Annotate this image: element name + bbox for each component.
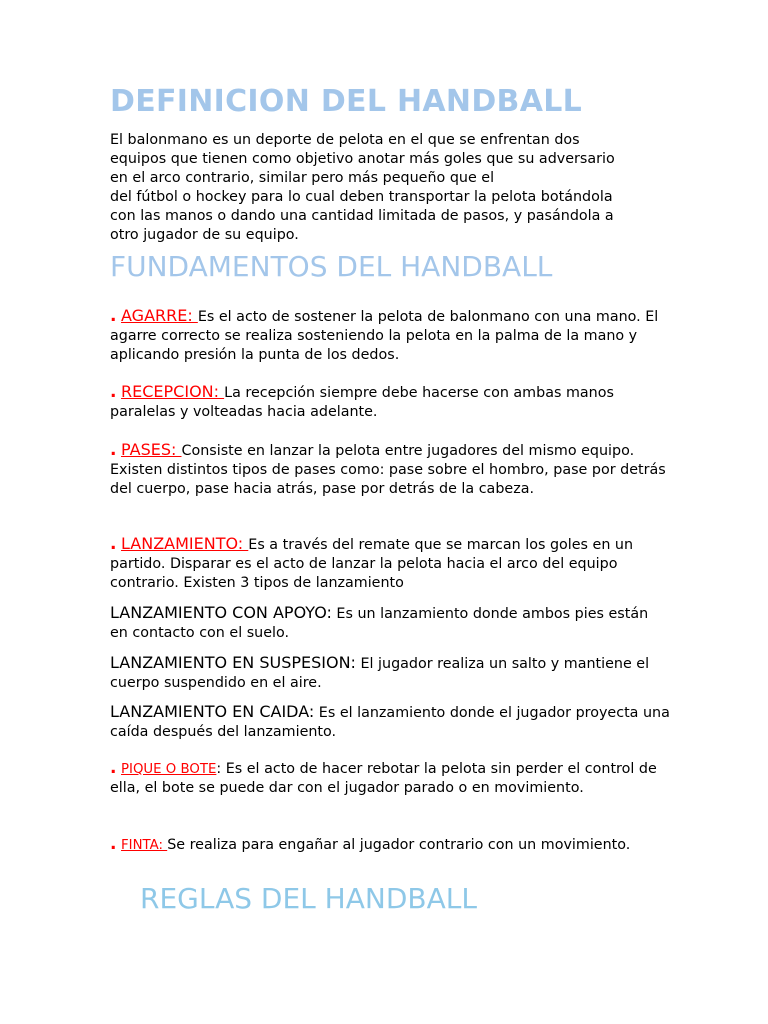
apoyo-term: LANZAMIENTO CON APOYO [110, 603, 327, 622]
apoyo-text: Es un lanzamiento donde ambos pies están en contacto con el suelo. [110, 606, 649, 641]
item-agarre [110, 306, 670, 365]
caida-term: LANZAMIENTO EN CAIDA [110, 702, 309, 721]
recepcion-term: RECEPCION: [121, 382, 225, 401]
pases-term: PASES: [121, 440, 182, 459]
bullet-dot: . [110, 306, 117, 326]
intro-line: del fútbol o hockey para lo cual deben transportar la pelota botándola [110, 189, 613, 205]
item-pases [110, 440, 670, 499]
fundamentos-heading: FUNDAMENTOS DEL HANDBALL [110, 250, 553, 283]
recepcion-text: La recepción siempre debe hacerse con ambas manos paralelas y volteadas hacia adelante. [110, 385, 614, 420]
intro-line: en el arco contrario, similar pero más pequeño que el [110, 170, 495, 186]
item-lanzamiento-caida [110, 702, 670, 742]
pique-colon: : [216, 761, 222, 777]
intro-line: con las manos o dando una cantidad limitada de pasos, y pasándola a [110, 208, 614, 224]
item-lanzamiento [110, 534, 670, 593]
lanzamiento-term: LANZAMIENTO: [121, 534, 249, 553]
bullet-dot: . [110, 534, 117, 554]
agarre-text: Es el acto de sostener la pelota de balonmano con una mano. El agarre correcto se realiza sosteniendo la pelota en la palma de la mano y aplicando presión la punta de los dedos. [110, 309, 659, 363]
apoyo-colon: : [326, 603, 332, 622]
item-lanzamiento-apoyo [110, 603, 670, 643]
intro-paragraph [110, 131, 670, 245]
suspesion-text: El jugador realiza un salto y mantiene el cuerpo suspendido en el aire. [110, 656, 650, 691]
pique-text: Es el acto de hacer rebotar la pelota sin perder el control de ella, el bote se puede dar con el jugador parado o en movimiento. [110, 761, 657, 796]
pique-term: PIQUE O BOTE [121, 762, 217, 777]
lanzamiento-text: Es a través del remate que se marcan los goles en un partido. Disparar es el acto de lanzar la pelota hacia el arco del equipo contrario. Existen 3 tipos de lanzamiento [110, 537, 634, 591]
pases-text: Consiste en lanzar la pelota entre jugadores del mismo equipo. Existen distintos tipos de pases como: pase sobre el hombro, pase por detrás del cuerpo, pase hacia atrás, pase por detrás de la cabeza. [110, 443, 666, 497]
intro-line: otro jugador de su equipo. [110, 227, 299, 243]
item-pique [110, 759, 670, 798]
intro-line: El balonmano es un deporte de pelota en el que se enfrentan dos [110, 132, 580, 148]
page-title: DEFINICION DEL HANDBALL [110, 84, 583, 119]
bullet-dot: . [110, 834, 117, 854]
suspesion-term: LANZAMIENTO EN SUSPESION [110, 653, 351, 672]
agarre-term: AGARRE: [121, 306, 198, 325]
suspesion-colon: : [350, 653, 356, 672]
item-finta [110, 835, 670, 855]
finta-term: FINTA: [121, 838, 168, 853]
bullet-dot: . [110, 382, 117, 402]
item-recepcion [110, 382, 670, 422]
caida-colon: : [308, 702, 315, 721]
bullet-dot: . [110, 440, 117, 460]
bullet-dot: . [110, 758, 117, 778]
caida-text: Es el lanzamiento donde el jugador proyecta una caída después del lanzamiento. [110, 705, 670, 740]
finta-text: Se realiza para engañar al jugador contrario con un movimiento. [167, 837, 631, 853]
intro-line: equipos que tienen como objetivo anotar más goles que su adversario [110, 151, 615, 167]
item-lanzamiento-suspesion [110, 653, 670, 693]
reglas-heading: REGLAS DEL HANDBALL [140, 882, 477, 915]
